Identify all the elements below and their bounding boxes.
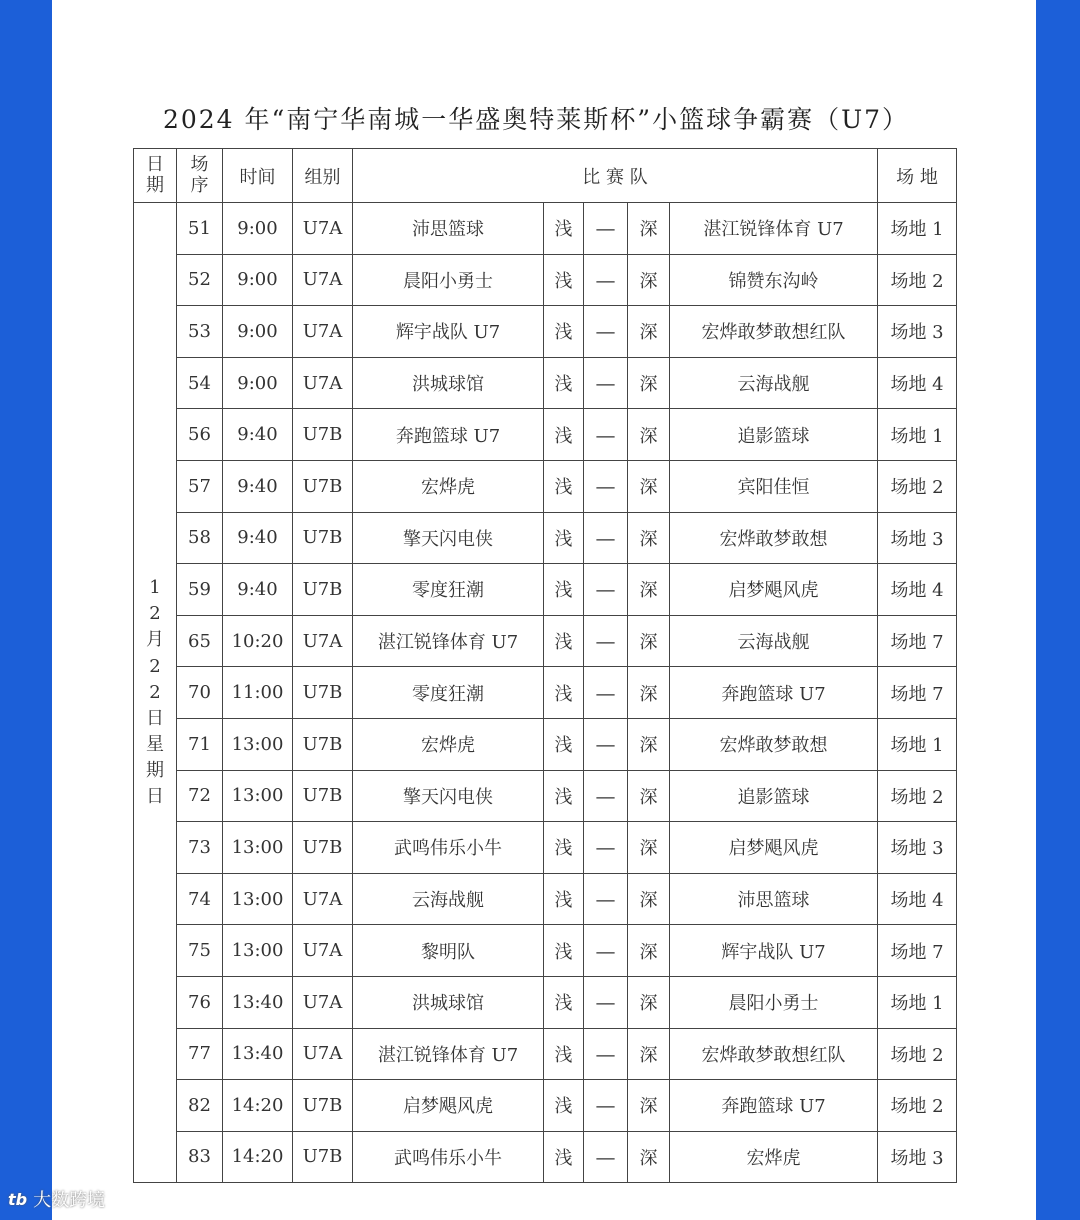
home-side-cell: 浅 [544,460,584,512]
away-side-cell: 深 [628,1131,670,1183]
match-group-cell: U7B [293,822,353,874]
venue-cell: 场地 3 [878,1131,957,1183]
document-title: 2024 年“南宁华南城一华盛奥特莱斯杯”小篮球争霸赛（U7） [162,105,910,134]
venue-cell: 场地 3 [878,306,957,358]
home-side-cell: 浅 [544,409,584,461]
away-team-cell: 辉宇战队 U7 [670,925,878,977]
home-team-cell: 武鸣伟乐小牛 [353,822,544,874]
match-time-cell: 13:00 [223,873,293,925]
match-group-cell: U7A [293,306,353,358]
home-team-cell: 沛思篮球 [353,203,544,255]
watermark-logo-icon: tb [8,1189,28,1209]
match-date-cell: 12月22日星期日 [134,203,177,1183]
home-side-cell: 浅 [544,564,584,616]
match-group-cell: U7B [293,718,353,770]
match-time-cell: 13:00 [223,822,293,874]
match-time-cell: 9:00 [223,254,293,306]
match-order-cell: 51 [177,203,223,255]
match-time-cell: 9:40 [223,564,293,616]
venue-cell: 场地 4 [878,564,957,616]
match-group-cell: U7B [293,460,353,512]
away-team-cell: 奔跑篮球 U7 [670,667,878,719]
match-group-cell: U7B [293,667,353,719]
match-time-cell: 13:00 [223,770,293,822]
match-order-cell: 56 [177,409,223,461]
versus-dash-cell: — [584,1080,628,1132]
home-team-cell: 零度狂潮 [353,667,544,719]
home-side-cell: 浅 [544,615,584,667]
versus-dash-cell: — [584,203,628,255]
home-side-cell: 浅 [544,667,584,719]
away-side-cell: 深 [628,718,670,770]
match-time-cell: 14:20 [223,1080,293,1132]
versus-dash-cell: — [584,1028,628,1080]
versus-dash-cell: — [584,718,628,770]
away-side-cell: 深 [628,357,670,409]
versus-dash-cell: — [584,564,628,616]
away-side-cell: 深 [628,770,670,822]
away-team-cell: 宏烨虎 [670,1131,878,1183]
home-side-cell: 浅 [544,254,584,306]
venue-cell: 场地 1 [878,203,957,255]
away-side-cell: 深 [628,460,670,512]
match-order-cell: 58 [177,512,223,564]
match-time-cell: 13:00 [223,718,293,770]
header-date: 日期 [134,149,177,203]
match-group-cell: U7B [293,409,353,461]
away-team-cell: 启梦飓风虎 [670,822,878,874]
versus-dash-cell: — [584,615,628,667]
header-time: 时间 [223,149,293,203]
match-group-cell: U7A [293,254,353,306]
versus-dash-cell: — [584,409,628,461]
match-group-cell: U7B [293,512,353,564]
venue-cell: 场地 7 [878,615,957,667]
match-order-cell: 73 [177,822,223,874]
home-side-cell: 浅 [544,203,584,255]
table-row [134,460,957,512]
home-team-cell: 宏烨虎 [353,460,544,512]
versus-dash-cell: — [584,460,628,512]
table-row [134,203,957,255]
home-side-cell: 浅 [544,718,584,770]
home-team-cell: 云海战舰 [353,873,544,925]
match-group-cell: U7B [293,564,353,616]
match-group-cell: U7A [293,615,353,667]
match-order-cell: 75 [177,925,223,977]
home-team-cell: 擎天闪电侠 [353,770,544,822]
left-blue-frame [0,0,52,1220]
away-side-cell: 深 [628,615,670,667]
match-time-cell: 9:40 [223,512,293,564]
table-row [134,1131,957,1183]
match-group-cell: U7B [293,1131,353,1183]
home-team-cell: 湛江锐锋体育 U7 [353,615,544,667]
home-team-cell: 奔跑篮球 U7 [353,409,544,461]
away-side-cell: 深 [628,203,670,255]
match-group-cell: U7A [293,976,353,1028]
away-team-cell: 宏烨敢梦敢想 [670,718,878,770]
match-order-cell: 53 [177,306,223,358]
match-time-cell: 9:00 [223,203,293,255]
match-order-cell: 54 [177,357,223,409]
match-order-cell: 52 [177,254,223,306]
away-side-cell: 深 [628,976,670,1028]
away-side-cell: 深 [628,1080,670,1132]
home-team-cell: 晨阳小勇士 [353,254,544,306]
match-order-cell: 83 [177,1131,223,1183]
venue-cell: 场地 3 [878,822,957,874]
match-time-cell: 10:20 [223,615,293,667]
watermark-text: 大数跨境 [33,1190,106,1211]
watermark [8,1186,105,1212]
table-row [134,667,957,719]
away-team-cell: 沛思篮球 [670,873,878,925]
away-team-cell: 追影篮球 [670,409,878,461]
table-row [134,357,957,409]
home-side-cell: 浅 [544,1028,584,1080]
match-time-cell: 9:40 [223,409,293,461]
table-row [134,1080,957,1132]
match-time-cell: 13:40 [223,976,293,1028]
venue-cell: 场地 4 [878,357,957,409]
table-row [134,1028,957,1080]
match-time-cell: 13:00 [223,925,293,977]
versus-dash-cell: — [584,357,628,409]
venue-cell: 场地 7 [878,925,957,977]
table-row [134,512,957,564]
home-team-cell: 黎明队 [353,925,544,977]
schedule-body [134,203,957,1183]
header-teams: 比 赛 队 [353,149,878,203]
versus-dash-cell: — [584,254,628,306]
away-team-cell: 云海战舰 [670,357,878,409]
match-order-cell: 74 [177,873,223,925]
home-side-cell: 浅 [544,976,584,1028]
home-team-cell: 启梦飓风虎 [353,1080,544,1132]
versus-dash-cell: — [584,512,628,564]
venue-cell: 场地 1 [878,409,957,461]
match-time-cell: 9:40 [223,460,293,512]
away-side-cell: 深 [628,409,670,461]
away-side-cell: 深 [628,667,670,719]
versus-dash-cell: — [584,873,628,925]
home-team-cell: 湛江锐锋体育 U7 [353,1028,544,1080]
versus-dash-cell: — [584,925,628,977]
home-side-cell: 浅 [544,770,584,822]
table-row [134,615,957,667]
match-group-cell: U7A [293,925,353,977]
table-row [134,718,957,770]
versus-dash-cell: — [584,770,628,822]
away-team-cell: 湛江锐锋体育 U7 [670,203,878,255]
match-order-cell: 77 [177,1028,223,1080]
header-order: 场序 [177,149,223,203]
home-team-cell: 擎天闪电侠 [353,512,544,564]
match-order-cell: 72 [177,770,223,822]
away-team-cell: 追影篮球 [670,770,878,822]
away-team-cell: 晨阳小勇士 [670,976,878,1028]
away-side-cell: 深 [628,925,670,977]
away-team-cell: 云海战舰 [670,615,878,667]
venue-cell: 场地 7 [878,667,957,719]
table-header-row [134,149,957,203]
away-team-cell: 宏烨敢梦敢想红队 [670,306,878,358]
away-team-cell: 奔跑篮球 U7 [670,1080,878,1132]
match-order-cell: 76 [177,976,223,1028]
away-side-cell: 深 [628,822,670,874]
table-row [134,409,957,461]
venue-cell: 场地 1 [878,718,957,770]
away-side-cell: 深 [628,1028,670,1080]
away-team-cell: 宏烨敢梦敢想红队 [670,1028,878,1080]
home-team-cell: 宏烨虎 [353,718,544,770]
match-group-cell: U7A [293,1028,353,1080]
away-side-cell: 深 [628,512,670,564]
home-side-cell: 浅 [544,1080,584,1132]
home-team-cell: 零度狂潮 [353,564,544,616]
match-time-cell: 13:40 [223,1028,293,1080]
home-team-cell: 洪城球馆 [353,357,544,409]
match-time-cell: 9:00 [223,357,293,409]
match-group-cell: U7A [293,357,353,409]
match-group-cell: U7B [293,1080,353,1132]
match-group-cell: U7B [293,770,353,822]
table-row [134,306,957,358]
home-side-cell: 浅 [544,822,584,874]
home-side-cell: 浅 [544,357,584,409]
table-row [134,254,957,306]
match-order-cell: 71 [177,718,223,770]
venue-cell: 场地 3 [878,512,957,564]
match-time-cell: 11:00 [223,667,293,719]
home-team-cell: 洪城球馆 [353,976,544,1028]
match-order-cell: 59 [177,564,223,616]
match-order-cell: 57 [177,460,223,512]
away-team-cell: 锦赞东沟岭 [670,254,878,306]
home-side-cell: 浅 [544,1131,584,1183]
venue-cell: 场地 2 [878,254,957,306]
venue-cell: 场地 2 [878,460,957,512]
venue-cell: 场地 4 [878,873,957,925]
away-team-cell: 宏烨敢梦敢想 [670,512,878,564]
versus-dash-cell: — [584,1131,628,1183]
away-team-cell: 宾阳佳恒 [670,460,878,512]
schedule-table [133,148,957,1183]
match-time-cell: 14:20 [223,1131,293,1183]
table-row [134,873,957,925]
table-row [134,976,957,1028]
venue-cell: 场地 2 [878,770,957,822]
match-order-cell: 65 [177,615,223,667]
home-side-cell: 浅 [544,873,584,925]
home-side-cell: 浅 [544,512,584,564]
versus-dash-cell: — [584,822,628,874]
header-group: 组别 [293,149,353,203]
table-row [134,822,957,874]
home-team-cell: 辉宇战队 U7 [353,306,544,358]
table-row [134,925,957,977]
away-side-cell: 深 [628,254,670,306]
home-side-cell: 浅 [544,306,584,358]
versus-dash-cell: — [584,976,628,1028]
away-side-cell: 深 [628,306,670,358]
away-side-cell: 深 [628,564,670,616]
home-side-cell: 浅 [544,925,584,977]
match-order-cell: 82 [177,1080,223,1132]
away-side-cell: 深 [628,873,670,925]
versus-dash-cell: — [584,667,628,719]
home-team-cell: 武鸣伟乐小牛 [353,1131,544,1183]
table-row [134,770,957,822]
away-team-cell: 启梦飓风虎 [670,564,878,616]
venue-cell: 场地 1 [878,976,957,1028]
venue-cell: 场地 2 [878,1028,957,1080]
right-blue-frame [1036,0,1080,1220]
match-order-cell: 70 [177,667,223,719]
match-group-cell: U7A [293,203,353,255]
table-row [134,564,957,616]
match-time-cell: 9:00 [223,306,293,358]
header-venue: 场 地 [878,149,957,203]
venue-cell: 场地 2 [878,1080,957,1132]
match-group-cell: U7A [293,873,353,925]
versus-dash-cell: — [584,306,628,358]
